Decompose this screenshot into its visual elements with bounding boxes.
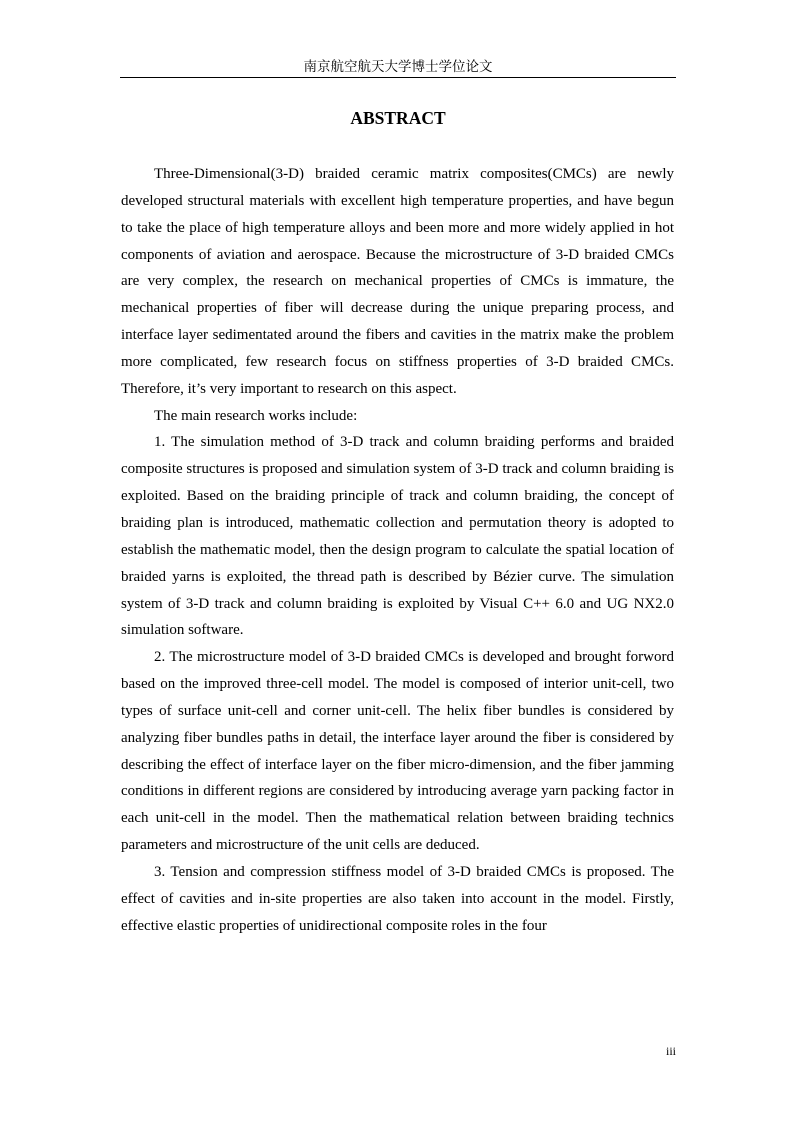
section-title: ABSTRACT [350, 108, 446, 128]
running-header: 南京航空航天大学博士学位论文 [303, 59, 493, 74]
header-rule [120, 77, 676, 78]
abstract-body [121, 161, 674, 939]
paragraph-intro: Three-Dimensional(3-D) braided ceramic matrix composites(CMCs) are newly developed structural materials with excellent high temperature properties, and have begun to take the place of high temperature alloys and been more and more widely applied in hot components of aviation and aerospace. Because the microstructure of 3-D braided CMCs are very complex, the research on mechanical properties of CMCs is immature, the mechanical properties of fiber will decrease during the unique preparing process, and interface layer sedimentated around the fibers and cavities in the matrix make the problem more complicated, few research focus on stiffness properties of 3-D braided CMCs. Therefore, it’s very important to research on this aspect. [121, 166, 674, 397]
paragraph-item-2: 2. The microstructure model of 3-D braided CMCs is developed and brought forword based on the improved three-cell model. The model is composed of interior unit-cell, two types of surface unit-cell and corner unit-cell. The helix fiber bundles is considered by analyzing fiber bundles paths in detail, the interface layer around the fiber is considered by describing the effect of interface layer on the fiber micro-dimension, and the fiber jamming conditions in different regions are considered by introducing average yarn packing factor in each unit-cell in the model. Then the mathematical relation between braiding technics parameters and microstructure of the unit cells are deduced. [121, 649, 674, 854]
page-number: iii [665, 1044, 676, 1058]
paragraph-works-lead: The main research works include: [154, 407, 358, 424]
paragraph-item-3: 3. Tension and compression stiffness model of 3-D braided CMCs is proposed. The effect of cavities and in-site properties are also taken into account in the model. Firstly, effective elastic properties of unidirectional composite roles in the four [121, 863, 674, 934]
paragraph-item-1: 1. The simulation method of 3-D track and column braiding performs and braided composite structures is proposed and simulation system of 3-D track and column braiding is exploited. Based on the braiding principle of track and column braiding, the concept of braiding plan is introduced, mathematic collection and permutation theory is adopted to establish the mathematic model, then the design program to calculate the spatial location of braided yarns is exploited, the thread path is described by Bézier curve. The simulation system of 3-D track and column braiding is exploited by Visual C++ 6.0 and UG NX2.0 simulation software. [121, 434, 674, 639]
